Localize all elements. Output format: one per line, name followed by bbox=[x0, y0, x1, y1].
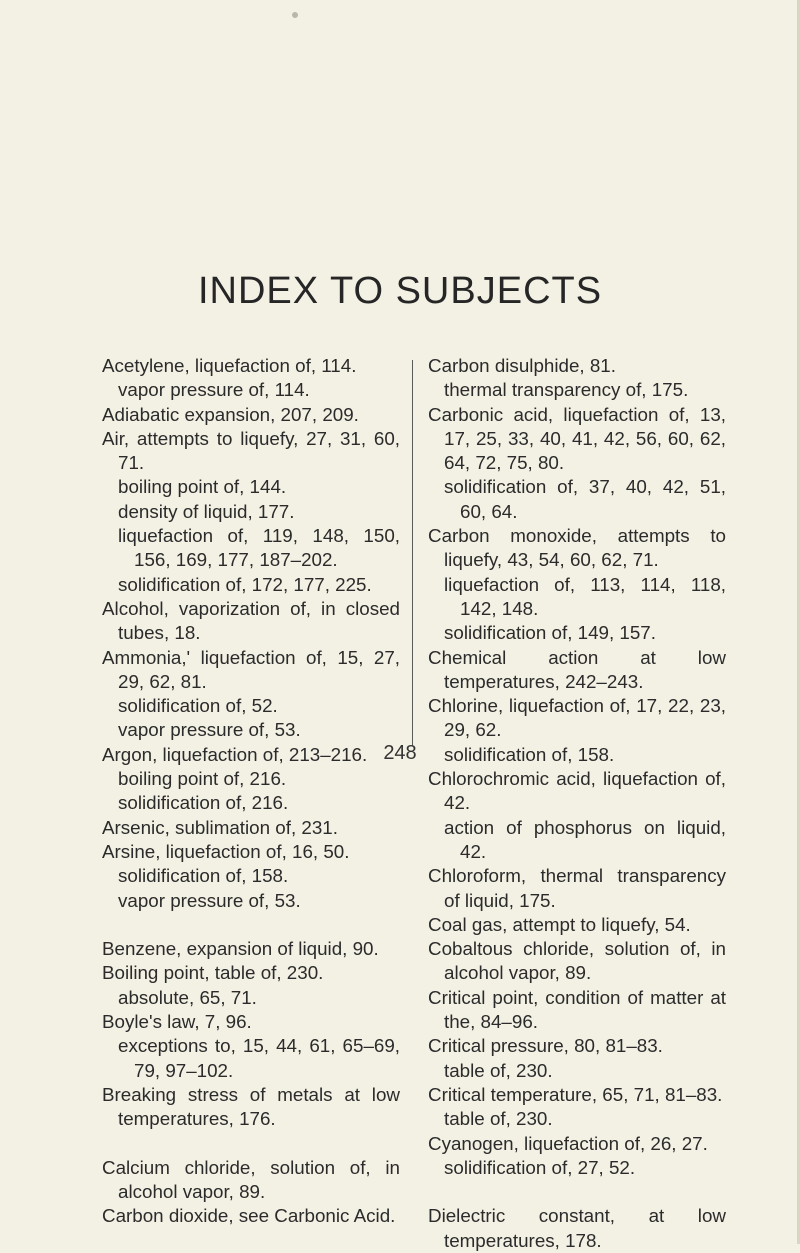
index-entry: Carbon disulphide, 81. bbox=[428, 355, 616, 376]
index-entry: Chlorochromic acid, liquefaction of, 42. bbox=[428, 768, 726, 814]
index-column-left bbox=[102, 354, 400, 1229]
index-subentry: solidification of, 52. bbox=[118, 695, 278, 717]
index-subentry: vapor pressure of, 114. bbox=[118, 379, 310, 401]
index-entry: Critical temperature, 65, 71, 81–83. bbox=[428, 1083, 723, 1105]
index-subentry: boiling point of, 144. bbox=[118, 476, 287, 498]
page-title: INDEX TO SUBJECTS bbox=[197, 270, 603, 312]
index-entry: Coal gas, attempt to liquefy, 54. bbox=[428, 913, 691, 935]
index-entry: Critical pressure, 80, 81–83. bbox=[428, 1035, 663, 1057]
index-entry: Arsine, liquefaction of, 16, 50. bbox=[102, 840, 350, 862]
index-subentry: solidification of, 149, 157. bbox=[444, 622, 656, 644]
index-entry: Carbon monoxide, attempts to liquefy, 43, 54, 60, 62, 71. bbox=[428, 525, 726, 571]
index-entry: Calcium chloride, solution of, in alcohol vapor, 89. bbox=[102, 1156, 400, 1203]
index-subentry: thermal transparency of, 175. bbox=[444, 379, 689, 401]
index-entry: Breaking stress of metals at low temperatures, 176. bbox=[102, 1083, 400, 1130]
index-subentry: table of, 230. bbox=[444, 1059, 553, 1081]
index-entry: Alcohol, vaporization of, in closed tubes, 18. bbox=[102, 597, 400, 644]
index-subentry: liquefaction of, 113, 114, 118, 142, 148. bbox=[444, 573, 726, 619]
index-entry: Argon, liquefaction of, 213–216. bbox=[102, 743, 368, 765]
index-entry: Boyle's law, 7, 96. bbox=[102, 1011, 252, 1033]
index-entry: Boiling point, table of, 230. bbox=[102, 962, 324, 984]
section-gap bbox=[102, 913, 400, 937]
index-entry: Ammonia,' liquefaction of, 15, 27, 29, 62, 81. bbox=[102, 646, 400, 692]
index-entry: Carbon dioxide, see Carbonic Acid. bbox=[102, 1205, 396, 1227]
page-speck bbox=[292, 12, 298, 18]
index-entry: Adiabatic expansion, 207, 209. bbox=[102, 403, 359, 425]
index-column-right bbox=[428, 354, 726, 1253]
index-entry: Chemical action at low temperatures, 242–243. bbox=[428, 646, 726, 692]
index-entry: Chlorine, liquefaction of, 17, 22, 23, 29, 62. bbox=[428, 695, 726, 741]
index-subentry: liquefaction of, 119, 148, 150, 156, 169, 177, 187–202. bbox=[118, 525, 400, 571]
index-subentry: solidification of, 158. bbox=[444, 743, 615, 765]
section-gap bbox=[428, 1180, 726, 1204]
index-entry: Chloroform, thermal transparency of liquid, 175. bbox=[428, 865, 726, 911]
index-entry: Arsenic, sublimation of, 231. bbox=[102, 816, 338, 838]
index-entry: Acetylene, liquefaction of, 114. bbox=[102, 355, 357, 376]
index-entry: Air, attempts to liquefy, 27, 31, 60, 71. bbox=[102, 427, 400, 474]
index-subentry: table of, 230. bbox=[444, 1108, 553, 1130]
index-subentry: action of phosphorus on liquid, 42. bbox=[444, 816, 726, 862]
index-subentry: solidification of, 27, 52. bbox=[444, 1156, 636, 1178]
index-subentry: vapor pressure of, 53. bbox=[118, 719, 301, 741]
index-entry: Cobaltous chloride, solution of, in alcohol vapor, 89. bbox=[428, 938, 726, 984]
index-subentry: density of liquid, 177. bbox=[118, 500, 295, 522]
index-subentry: absolute, 65, 71. bbox=[118, 986, 257, 1008]
index-subentry: solidification of, 216. bbox=[118, 792, 289, 814]
column-divider bbox=[412, 360, 413, 746]
page-number: 248 bbox=[383, 742, 417, 764]
index-subentry: solidification of, 158. bbox=[118, 865, 289, 887]
index-subentry: boiling point of, 216. bbox=[118, 768, 287, 790]
index-subentry: vapor pressure of, 53. bbox=[118, 889, 301, 911]
index-entry: Carbonic acid, liquefaction of, 13, 17, 25, 33, 40, 41, 42, 56, 60, 62, 64, 72, 75, 80. bbox=[428, 403, 726, 474]
index-entry: Cyanogen, liquefaction of, 26, 27. bbox=[428, 1132, 708, 1154]
index-entry: Dielectric constant, at low temperatures, 178. bbox=[428, 1205, 726, 1251]
index-subentry: solidification of, 37, 40, 42, 51, 60, 64. bbox=[444, 476, 726, 522]
index-entry: Critical point, condition of matter at the, 84–96. bbox=[428, 986, 726, 1033]
index-subentry: solidification of, 172, 177, 225. bbox=[118, 573, 372, 595]
index-subentry: exceptions to, 15, 44, 61, 65–69, 79, 97–102. bbox=[118, 1035, 400, 1081]
section-gap bbox=[102, 1132, 400, 1156]
index-entry: Benzene, expansion of liquid, 90. bbox=[102, 938, 379, 960]
